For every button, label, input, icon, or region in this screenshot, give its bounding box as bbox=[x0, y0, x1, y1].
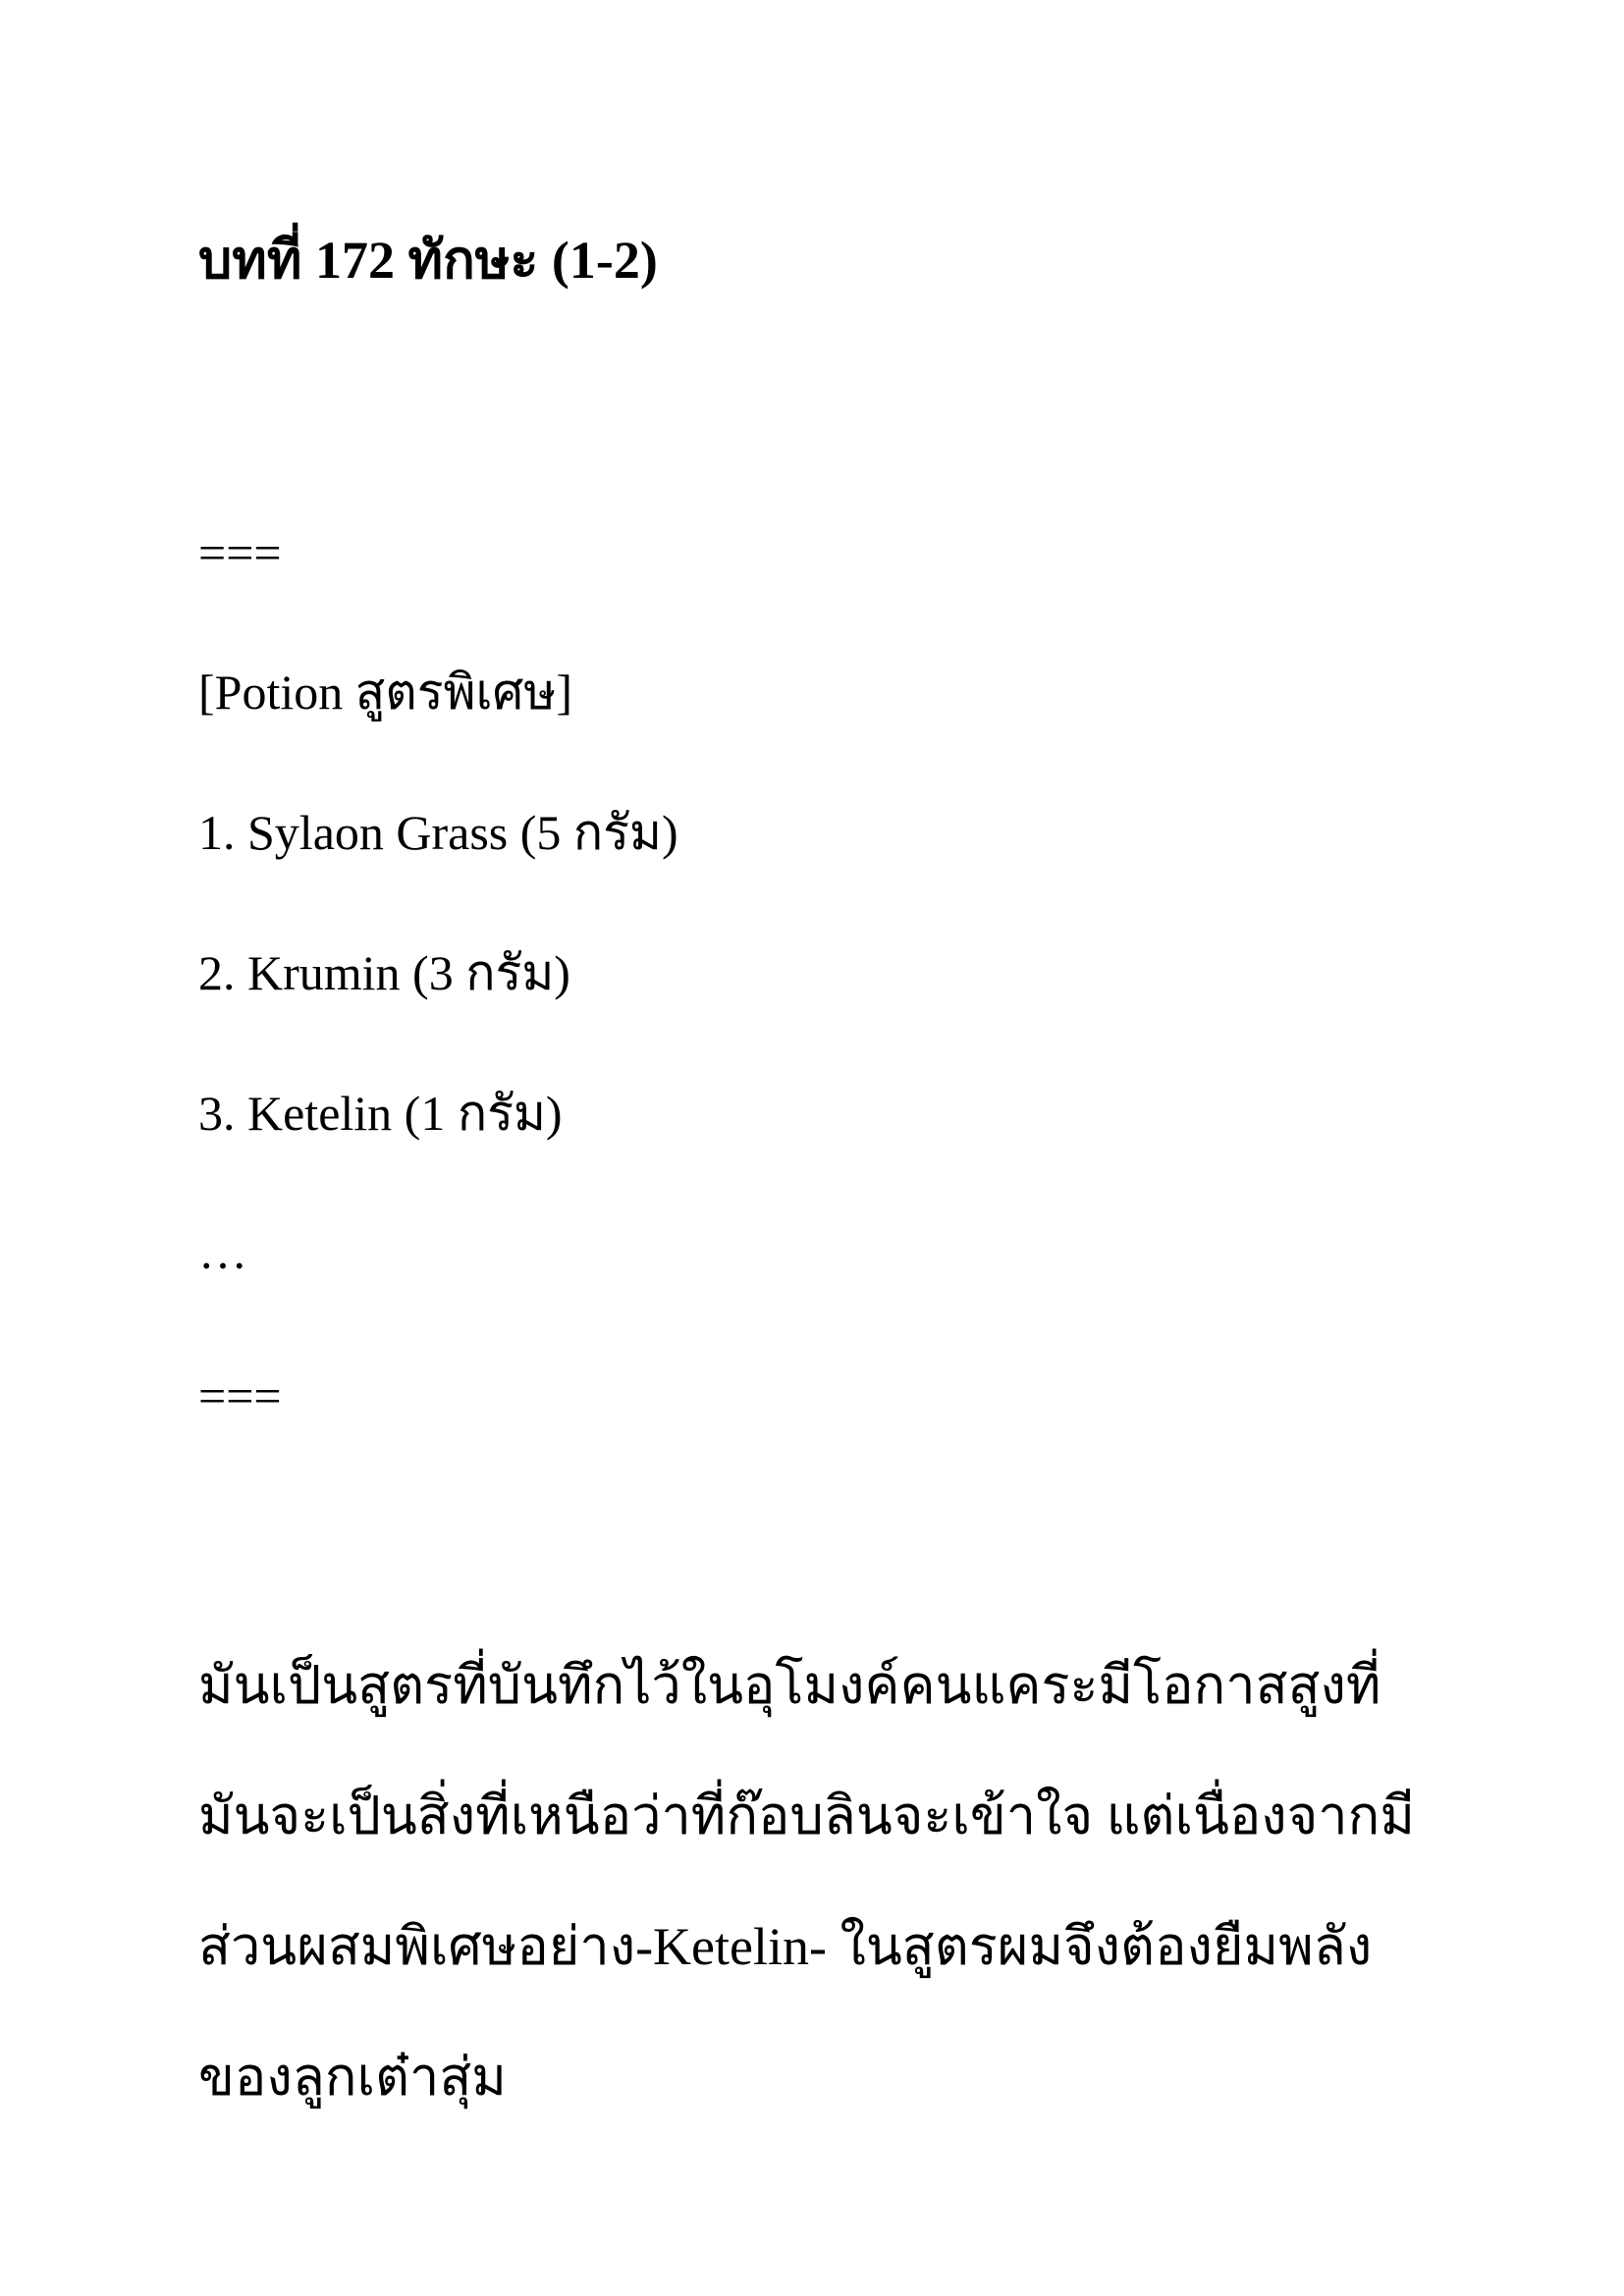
chapter-title: บทที่ 172 ทักษะ (1-2) bbox=[198, 231, 658, 290]
paragraph-line: มันจะเป็นสิ่งที่เหนือว่าที่ก๊อบลินจะเข้าใจ แต่เนื่องจากมี bbox=[198, 1787, 1415, 1845]
ellipsis: … bbox=[198, 1224, 247, 1279]
separator-top: === bbox=[198, 525, 282, 580]
paragraph-line: มันเป็นสูตรที่บันทึกไว้ในอุโมงค์คนแคระมีโอกาสสูงที่ bbox=[198, 1656, 1381, 1715]
paragraph-line: ส่วนผสมพิเศษอย่าง-Ketelin- ในสูตรผมจึงต้องยืมพลัง bbox=[198, 1917, 1373, 1976]
paragraph-line: ของลูกเต๋าสุ่ม bbox=[198, 2048, 507, 2107]
recipe-item: 1. Sylaon Grass (5 กรัม) bbox=[198, 805, 678, 860]
separator-bottom: === bbox=[198, 1368, 282, 1423]
recipe-item: 2. Krumin (3 กรัม) bbox=[198, 945, 570, 1000]
recipe-item: 3. Ketelin (1 กรัม) bbox=[198, 1086, 563, 1141]
recipe-heading: [Potion สูตรพิเศษ] bbox=[198, 665, 572, 720]
